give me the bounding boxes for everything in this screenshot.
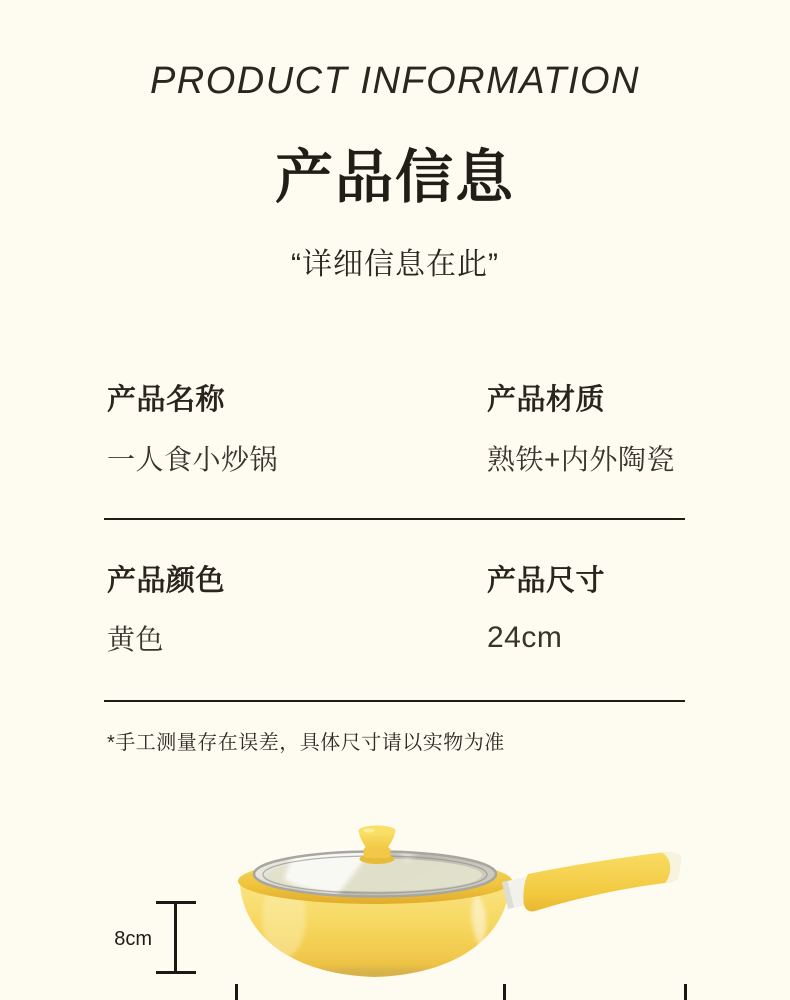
page-title-english: PRODUCT INFORMATION	[149, 60, 641, 102]
height-measure-cap-top	[156, 901, 196, 904]
page-subtitle: “详细信息在此”	[291, 248, 499, 281]
width-measure-tick-left	[235, 984, 238, 1000]
spec-material-label: 产品材质	[487, 384, 606, 416]
spec-product-name-label: 产品名称	[107, 384, 226, 416]
pan-handle	[523, 852, 681, 911]
height-measure-label: 8cm	[114, 928, 152, 950]
height-measure-cap-bottom	[156, 971, 196, 974]
spec-divider-2	[104, 700, 685, 702]
measurement-note: *手工测量存在误差，具体尺寸请以实物为准	[107, 732, 505, 754]
pan-knob-highlight	[363, 829, 375, 833]
pan-illustration	[200, 790, 710, 1000]
spec-size-value: 24cm	[487, 621, 563, 654]
width-measure-tick-right	[684, 984, 687, 1000]
page-title-chinese: 产品信息	[274, 145, 515, 210]
spec-product-name-value: 一人食小炒锅	[107, 444, 279, 475]
width-measure-tick-middle	[503, 984, 506, 1000]
height-measure-line	[174, 903, 177, 974]
pan-bottom-shade	[289, 968, 465, 980]
spec-divider-1	[104, 518, 685, 520]
spec-size-label: 产品尺寸	[487, 565, 606, 597]
spec-color-label: 产品颜色	[107, 565, 226, 597]
spec-material-value: 熟铁+内外陶瓷	[487, 444, 675, 475]
spec-color-value: 黄色	[107, 624, 165, 655]
